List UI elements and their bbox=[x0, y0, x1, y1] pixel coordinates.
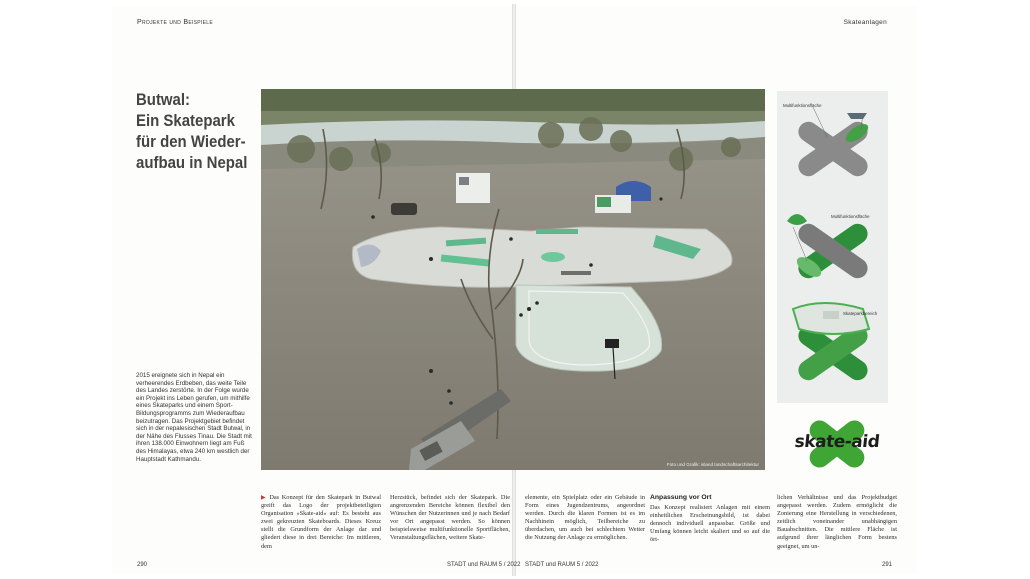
subheading: Anpassung vor Ort bbox=[650, 494, 712, 501]
skatepark-aerial-illustration bbox=[261, 89, 765, 470]
body-column-2: Herzstück, befindet sich der Skatepark. Die angrenzenden Bereiche können flexibel den Wünschen der Nutzerinnen und je nach Bedarf vor Ort angepasst werden. So können beispielsweise multifunktionelle Sportflächen, Veranstaltungsflächen, weitere Skate- bbox=[390, 494, 510, 542]
diagram-label-1: Multifunktionsfläche bbox=[783, 103, 822, 108]
title-line: Ein Skatepark bbox=[136, 111, 235, 130]
page-number-right: 291 bbox=[882, 562, 893, 568]
magazine-footer-right: STADT und RAUM 5 / 2022 bbox=[525, 562, 599, 568]
column-text: Das Konzept für den Skatepark in Butwal greift das Logo der projektbeteiligten Organisation »Skate-aid« auf: Es besteht aus zwei gekreuzten Skateboards. Dieses Kreuz stellt die Grundform der Anlage dar und gliedert diese in drei Bereiche: Im mittleren, dem bbox=[261, 494, 381, 550]
body-column-5: lichen Verhältnisse und das Projektbudget angepasst werden. Zudem ermöglicht die Zonierung eine Herstellung in verschiedenen, zeitlich voneinander unabhängigen Bauabschnitten. Die mittlere Fläche ist aufgrund ihrer länglichen Form bestens geeignet, um un- bbox=[777, 494, 897, 550]
skate-aid-logo bbox=[782, 412, 892, 478]
topic-header: Skateanlagen bbox=[843, 19, 887, 26]
section-header: Projekte und Beispiele bbox=[137, 19, 213, 26]
title-line: aufbau in Nepal bbox=[136, 153, 248, 172]
aerial-photo-skatepark bbox=[261, 89, 765, 470]
article-title bbox=[136, 89, 248, 173]
concept-diagram-panel bbox=[777, 91, 888, 403]
body-column-1 bbox=[261, 494, 381, 551]
logo-wordmark: skate-aid bbox=[793, 432, 881, 452]
diagram-1 bbox=[794, 107, 871, 180]
diagram-label-2: Multifunktionsfläche bbox=[831, 214, 870, 219]
title-line: für den Wieder- bbox=[136, 132, 246, 151]
page-number-left: 290 bbox=[137, 562, 148, 568]
crossed-skateboards-diagrams bbox=[777, 91, 888, 403]
diagram-label-3: Skateparkbereich bbox=[843, 311, 878, 316]
title-line: Butwal: bbox=[136, 90, 191, 109]
column-text: Das Konzept realisiert Anlagen mit einem einheitlichen Erscheinungsbild, ist dabei dennoch individuell anpassbar. Größe und Umfang können leicht skaliert und so auf die ört- bbox=[650, 504, 770, 544]
diagram-2 bbox=[787, 214, 872, 282]
photo-credit: Foto und Grafik: island landschaftsarchitektur bbox=[666, 462, 759, 467]
paragraph-marker-icon: ▶ bbox=[261, 495, 267, 501]
body-column-4 bbox=[650, 494, 770, 545]
magazine-footer-left: STADT und RAUM 5 / 2022 bbox=[447, 562, 521, 568]
intro-paragraph: 2015 ereignete sich in Nepal ein verheerendes Erdbeben, das weite Teile des Landes zerstörte. In der Folge wurde ein Projekt ins Leben gerufen, um mithilfe eines Skateparks und einem Sport-Bildungsprogramms zum Wiederaufbau beizutragen. Das Projektgebiet befindet sich in der nepalesischen Stadt Butwal, in der Nähe des Flusses Tinau. Die Stadt mit ihren 138.000 Einwohnern liegt am Fuß des Himalayas, etwa 240 km westlich der Hauptstadt Kathmandu. bbox=[136, 372, 252, 463]
body-column-3: elemente, ein Spielplatz oder ein Gebäude in Form eines Jugendzentrums, angeordnet werden. Durch die klaren Formen ist es im Nachhinein möglich, Teilbereiche zu überdachen, um auch bei schlechtem Wetter die Nutzung der Anlage zu ermöglichen. bbox=[525, 494, 645, 542]
